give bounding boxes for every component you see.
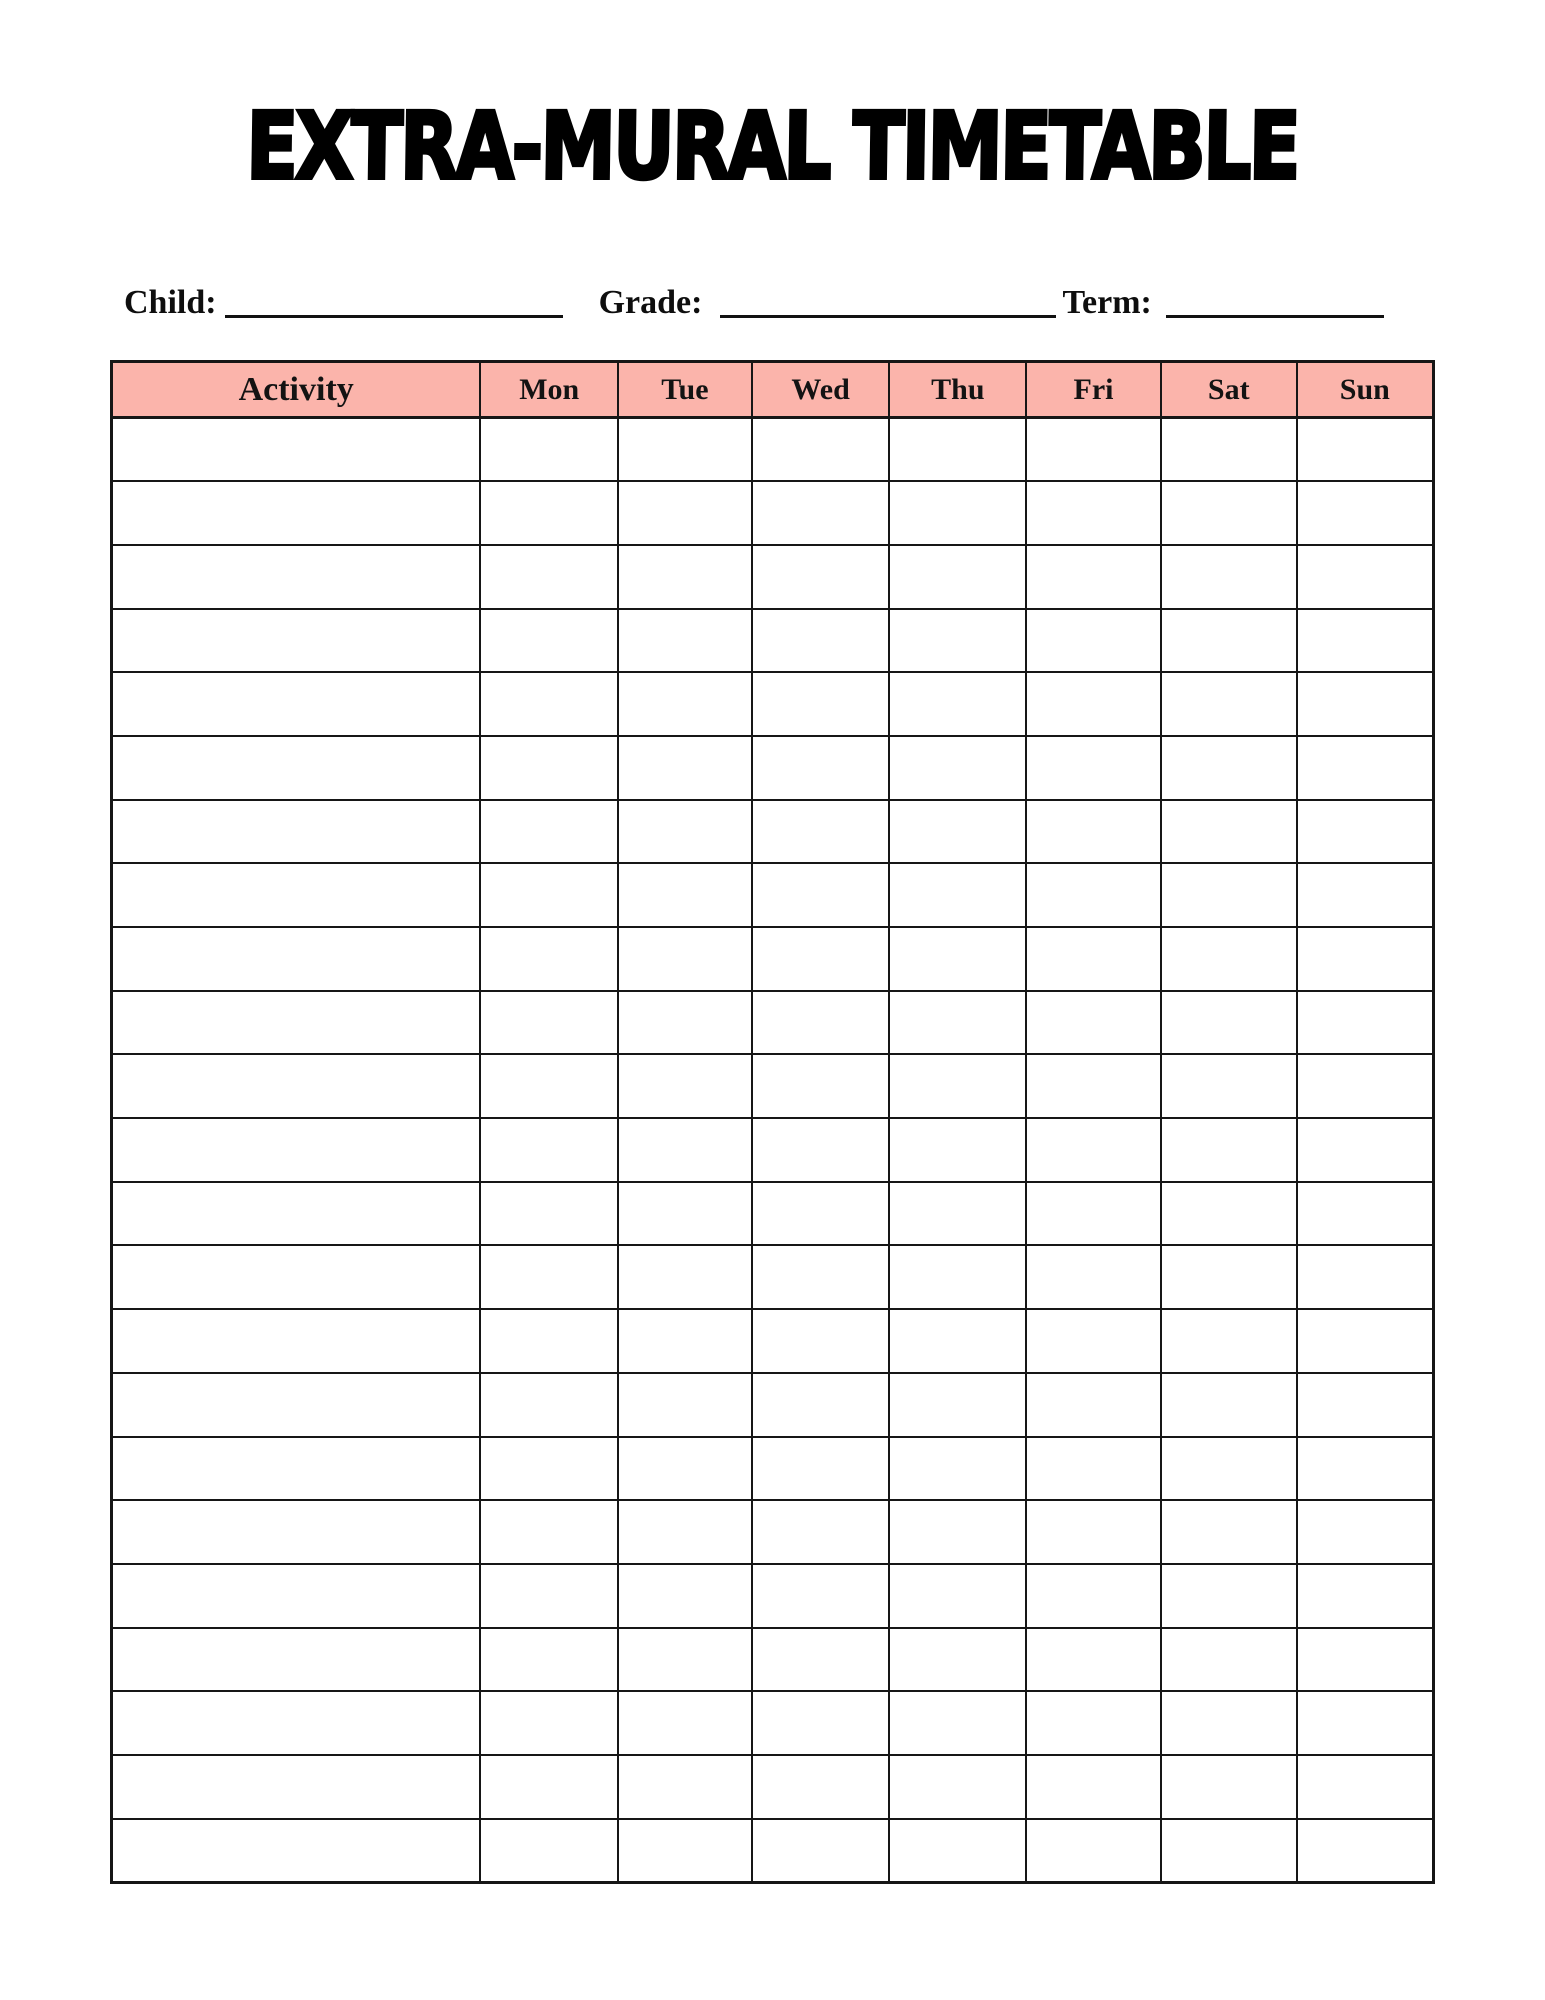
day-cell[interactable] xyxy=(480,991,618,1055)
day-cell[interactable] xyxy=(889,863,1026,927)
day-cell[interactable] xyxy=(1026,1118,1161,1182)
day-cell[interactable] xyxy=(1161,418,1297,482)
day-cell[interactable] xyxy=(618,1500,752,1564)
day-cell[interactable] xyxy=(1297,1819,1434,1883)
day-cell[interactable] xyxy=(889,736,1026,800)
header-row xyxy=(112,362,1434,418)
day-cell[interactable] xyxy=(480,927,618,991)
activity-cell[interactable] xyxy=(112,927,481,991)
day-cell[interactable] xyxy=(889,1054,1026,1118)
table-row xyxy=(112,481,1434,545)
day-cell[interactable] xyxy=(889,1373,1026,1437)
day-cell[interactable] xyxy=(752,672,890,736)
day-cell[interactable] xyxy=(1026,800,1161,864)
day-cell[interactable] xyxy=(1026,1437,1161,1501)
day-cell[interactable] xyxy=(1026,1309,1161,1373)
day-cell[interactable] xyxy=(889,1691,1026,1755)
day-cell[interactable] xyxy=(1297,609,1434,673)
activity-cell[interactable] xyxy=(112,863,481,927)
day-cell[interactable] xyxy=(1297,545,1434,609)
day-cell[interactable] xyxy=(752,1054,890,1118)
day-cell[interactable] xyxy=(752,1309,890,1373)
day-cell[interactable] xyxy=(480,418,618,482)
day-cell[interactable] xyxy=(1297,1118,1434,1182)
day-cell[interactable] xyxy=(618,863,752,927)
activity-cell[interactable] xyxy=(112,1182,481,1246)
day-cell[interactable] xyxy=(618,1373,752,1437)
table-row xyxy=(112,1755,1434,1819)
activity-cell[interactable] xyxy=(112,545,481,609)
day-cell[interactable] xyxy=(1026,736,1161,800)
day-cell[interactable] xyxy=(618,609,752,673)
activity-cell[interactable] xyxy=(112,1628,481,1692)
day-cell[interactable] xyxy=(1161,1373,1297,1437)
day-cell[interactable] xyxy=(480,1182,618,1246)
activity-cell[interactable] xyxy=(112,1500,481,1564)
grade-label: Grade: xyxy=(598,284,703,321)
column-header-wed: Wed xyxy=(752,362,890,418)
day-cell[interactable] xyxy=(752,1819,890,1883)
activity-cell[interactable] xyxy=(112,991,481,1055)
day-cell[interactable] xyxy=(480,1819,618,1883)
day-cell[interactable] xyxy=(1297,991,1434,1055)
day-cell[interactable] xyxy=(752,609,890,673)
day-cell[interactable] xyxy=(889,1182,1026,1246)
day-cell[interactable] xyxy=(1297,1182,1434,1246)
day-cell[interactable] xyxy=(752,863,890,927)
day-cell[interactable] xyxy=(480,545,618,609)
day-cell[interactable] xyxy=(752,1564,890,1628)
day-cell[interactable] xyxy=(1297,1500,1434,1564)
day-cell[interactable] xyxy=(1026,1500,1161,1564)
day-cell[interactable] xyxy=(752,1500,890,1564)
title-wrap xyxy=(0,93,1545,200)
activity-cell[interactable] xyxy=(112,418,481,482)
day-cell[interactable] xyxy=(1026,481,1161,545)
table-row xyxy=(112,1819,1434,1883)
day-cell[interactable] xyxy=(1161,736,1297,800)
column-header-tue: Tue xyxy=(618,362,752,418)
timetable-body xyxy=(112,418,1434,1883)
day-cell[interactable] xyxy=(480,1245,618,1309)
day-cell[interactable] xyxy=(618,481,752,545)
day-cell[interactable] xyxy=(889,1755,1026,1819)
day-cell[interactable] xyxy=(1297,1309,1434,1373)
day-cell[interactable] xyxy=(752,1118,890,1182)
day-cell[interactable] xyxy=(1297,1691,1434,1755)
day-cell[interactable] xyxy=(618,1245,752,1309)
day-cell[interactable] xyxy=(1026,927,1161,991)
activity-cell[interactable] xyxy=(112,672,481,736)
day-cell[interactable] xyxy=(752,800,890,864)
activity-cell[interactable] xyxy=(112,800,481,864)
table-row xyxy=(112,545,1434,609)
day-cell[interactable] xyxy=(1161,800,1297,864)
day-cell[interactable] xyxy=(480,1564,618,1628)
day-cell[interactable] xyxy=(1161,1182,1297,1246)
activity-cell[interactable] xyxy=(112,1054,481,1118)
day-cell[interactable] xyxy=(618,1691,752,1755)
column-header-thu: Thu xyxy=(889,362,1026,418)
day-cell[interactable] xyxy=(889,1500,1026,1564)
day-cell[interactable] xyxy=(1026,545,1161,609)
table-row xyxy=(112,418,1434,482)
student-info-row xyxy=(110,284,1435,330)
column-header-sat: Sat xyxy=(1161,362,1297,418)
day-cell[interactable] xyxy=(752,1245,890,1309)
day-cell[interactable] xyxy=(1026,863,1161,927)
day-cell[interactable] xyxy=(1161,1054,1297,1118)
table-row xyxy=(112,1118,1434,1182)
table-row xyxy=(112,1564,1434,1628)
day-cell[interactable] xyxy=(1297,1628,1434,1692)
day-cell[interactable] xyxy=(1297,1373,1434,1437)
day-cell[interactable] xyxy=(1026,1628,1161,1692)
child-input-line[interactable] xyxy=(225,315,563,318)
day-cell[interactable] xyxy=(480,609,618,673)
table-row xyxy=(112,1054,1434,1118)
day-cell[interactable] xyxy=(1161,609,1297,673)
day-cell[interactable] xyxy=(889,609,1026,673)
table-row xyxy=(112,927,1434,991)
day-cell[interactable] xyxy=(1161,1755,1297,1819)
activity-cell[interactable] xyxy=(112,1819,481,1883)
table-row xyxy=(112,609,1434,673)
day-cell[interactable] xyxy=(618,736,752,800)
table-row xyxy=(112,800,1434,864)
day-cell[interactable] xyxy=(1026,1564,1161,1628)
day-cell[interactable] xyxy=(752,1628,890,1692)
activity-cell[interactable] xyxy=(112,1564,481,1628)
day-cell[interactable] xyxy=(480,800,618,864)
table-row xyxy=(112,736,1434,800)
column-header-fri: Fri xyxy=(1026,362,1161,418)
day-cell[interactable] xyxy=(1297,736,1434,800)
day-cell[interactable] xyxy=(1297,418,1434,482)
day-cell[interactable] xyxy=(1026,991,1161,1055)
day-cell[interactable] xyxy=(752,1437,890,1501)
day-cell[interactable] xyxy=(1161,1819,1297,1883)
day-cell[interactable] xyxy=(618,1054,752,1118)
day-cell[interactable] xyxy=(1161,1437,1297,1501)
day-cell[interactable] xyxy=(889,1118,1026,1182)
day-cell[interactable] xyxy=(480,863,618,927)
day-cell[interactable] xyxy=(889,545,1026,609)
day-cell[interactable] xyxy=(480,1373,618,1437)
table-row xyxy=(112,991,1434,1055)
day-cell[interactable] xyxy=(889,927,1026,991)
day-cell[interactable] xyxy=(889,418,1026,482)
day-cell[interactable] xyxy=(618,1182,752,1246)
day-cell[interactable] xyxy=(618,1628,752,1692)
child-label: Child: xyxy=(124,284,217,321)
day-cell[interactable] xyxy=(1161,1500,1297,1564)
grade-input-line[interactable] xyxy=(720,315,1056,318)
day-cell[interactable] xyxy=(889,1437,1026,1501)
day-cell[interactable] xyxy=(889,1564,1026,1628)
timetable xyxy=(110,360,1435,1884)
day-cell[interactable] xyxy=(480,1118,618,1182)
day-cell[interactable] xyxy=(618,1309,752,1373)
day-cell[interactable] xyxy=(889,1628,1026,1692)
day-cell[interactable] xyxy=(1026,1755,1161,1819)
table-row xyxy=(112,1628,1434,1692)
day-cell[interactable] xyxy=(480,1500,618,1564)
day-cell[interactable] xyxy=(752,736,890,800)
table-row xyxy=(112,1309,1434,1373)
day-cell[interactable] xyxy=(1161,1628,1297,1692)
day-cell[interactable] xyxy=(752,991,890,1055)
day-cell[interactable] xyxy=(1161,1691,1297,1755)
day-cell[interactable] xyxy=(1161,863,1297,927)
day-cell[interactable] xyxy=(618,545,752,609)
day-cell[interactable] xyxy=(1161,481,1297,545)
day-cell[interactable] xyxy=(480,1437,618,1501)
table-row xyxy=(112,1245,1434,1309)
activity-cell[interactable] xyxy=(112,1755,481,1819)
page-title: EXTRA-MURAL TIMETABLE xyxy=(245,93,1300,200)
day-cell[interactable] xyxy=(618,1118,752,1182)
day-cell[interactable] xyxy=(1297,481,1434,545)
term-label: Term: xyxy=(1062,284,1152,321)
day-cell[interactable] xyxy=(618,1437,752,1501)
day-cell[interactable] xyxy=(618,1755,752,1819)
day-cell[interactable] xyxy=(1026,1245,1161,1309)
activity-cell[interactable] xyxy=(112,1309,481,1373)
day-cell[interactable] xyxy=(1026,1373,1161,1437)
day-cell[interactable] xyxy=(480,672,618,736)
day-cell[interactable] xyxy=(618,418,752,482)
table-row xyxy=(112,1691,1434,1755)
activity-cell[interactable] xyxy=(112,1118,481,1182)
day-cell[interactable] xyxy=(889,1245,1026,1309)
column-header-mon: Mon xyxy=(480,362,618,418)
table-row xyxy=(112,1182,1434,1246)
day-cell[interactable] xyxy=(1297,1437,1434,1501)
day-cell[interactable] xyxy=(1297,927,1434,991)
day-cell[interactable] xyxy=(752,1373,890,1437)
day-cell[interactable] xyxy=(480,481,618,545)
day-cell[interactable] xyxy=(1161,927,1297,991)
day-cell[interactable] xyxy=(752,545,890,609)
term-input-line[interactable] xyxy=(1166,315,1384,318)
day-cell[interactable] xyxy=(1161,1118,1297,1182)
column-header-sun: Sun xyxy=(1297,362,1434,418)
day-cell[interactable] xyxy=(480,1755,618,1819)
day-cell[interactable] xyxy=(1161,545,1297,609)
day-cell[interactable] xyxy=(1161,991,1297,1055)
day-cell[interactable] xyxy=(889,1819,1026,1883)
day-cell[interactable] xyxy=(1297,1054,1434,1118)
day-cell[interactable] xyxy=(1297,1564,1434,1628)
day-cell[interactable] xyxy=(618,991,752,1055)
day-cell[interactable] xyxy=(889,800,1026,864)
day-cell[interactable] xyxy=(1026,418,1161,482)
table-row xyxy=(112,863,1434,927)
day-cell[interactable] xyxy=(752,1755,890,1819)
activity-cell[interactable] xyxy=(112,481,481,545)
day-cell[interactable] xyxy=(752,927,890,991)
day-cell[interactable] xyxy=(1297,1755,1434,1819)
day-cell[interactable] xyxy=(480,1691,618,1755)
day-cell[interactable] xyxy=(1297,1245,1434,1309)
day-cell[interactable] xyxy=(1161,1564,1297,1628)
day-cell[interactable] xyxy=(1297,800,1434,864)
activity-cell[interactable] xyxy=(112,1437,481,1501)
table-row xyxy=(112,1437,1434,1501)
day-cell[interactable] xyxy=(1026,1054,1161,1118)
activity-cell[interactable] xyxy=(112,1691,481,1755)
day-cell[interactable] xyxy=(1161,672,1297,736)
day-cell[interactable] xyxy=(618,1564,752,1628)
day-cell[interactable] xyxy=(480,1628,618,1692)
activity-cell[interactable] xyxy=(112,609,481,673)
day-cell[interactable] xyxy=(1026,1819,1161,1883)
table-row xyxy=(112,1500,1434,1564)
table-row xyxy=(112,1373,1434,1437)
activity-cell[interactable] xyxy=(112,1373,481,1437)
day-cell[interactable] xyxy=(618,1819,752,1883)
day-cell[interactable] xyxy=(618,800,752,864)
day-cell[interactable] xyxy=(1026,1182,1161,1246)
day-cell[interactable] xyxy=(618,927,752,991)
day-cell[interactable] xyxy=(752,418,890,482)
day-cell[interactable] xyxy=(889,991,1026,1055)
day-cell[interactable] xyxy=(1026,609,1161,673)
day-cell[interactable] xyxy=(1297,672,1434,736)
activity-cell[interactable] xyxy=(112,1245,481,1309)
day-cell[interactable] xyxy=(889,672,1026,736)
day-cell[interactable] xyxy=(1161,1245,1297,1309)
day-cell[interactable] xyxy=(618,672,752,736)
day-cell[interactable] xyxy=(1026,1691,1161,1755)
day-cell[interactable] xyxy=(752,1691,890,1755)
day-cell[interactable] xyxy=(889,1309,1026,1373)
day-cell[interactable] xyxy=(480,1309,618,1373)
column-header-activity: Activity xyxy=(112,362,481,418)
day-cell[interactable] xyxy=(480,736,618,800)
day-cell[interactable] xyxy=(889,481,1026,545)
day-cell[interactable] xyxy=(480,1054,618,1118)
day-cell[interactable] xyxy=(1161,1309,1297,1373)
day-cell[interactable] xyxy=(1297,863,1434,927)
day-cell[interactable] xyxy=(1026,672,1161,736)
activity-cell[interactable] xyxy=(112,736,481,800)
table-row xyxy=(112,672,1434,736)
day-cell[interactable] xyxy=(752,1182,890,1246)
day-cell[interactable] xyxy=(752,481,890,545)
